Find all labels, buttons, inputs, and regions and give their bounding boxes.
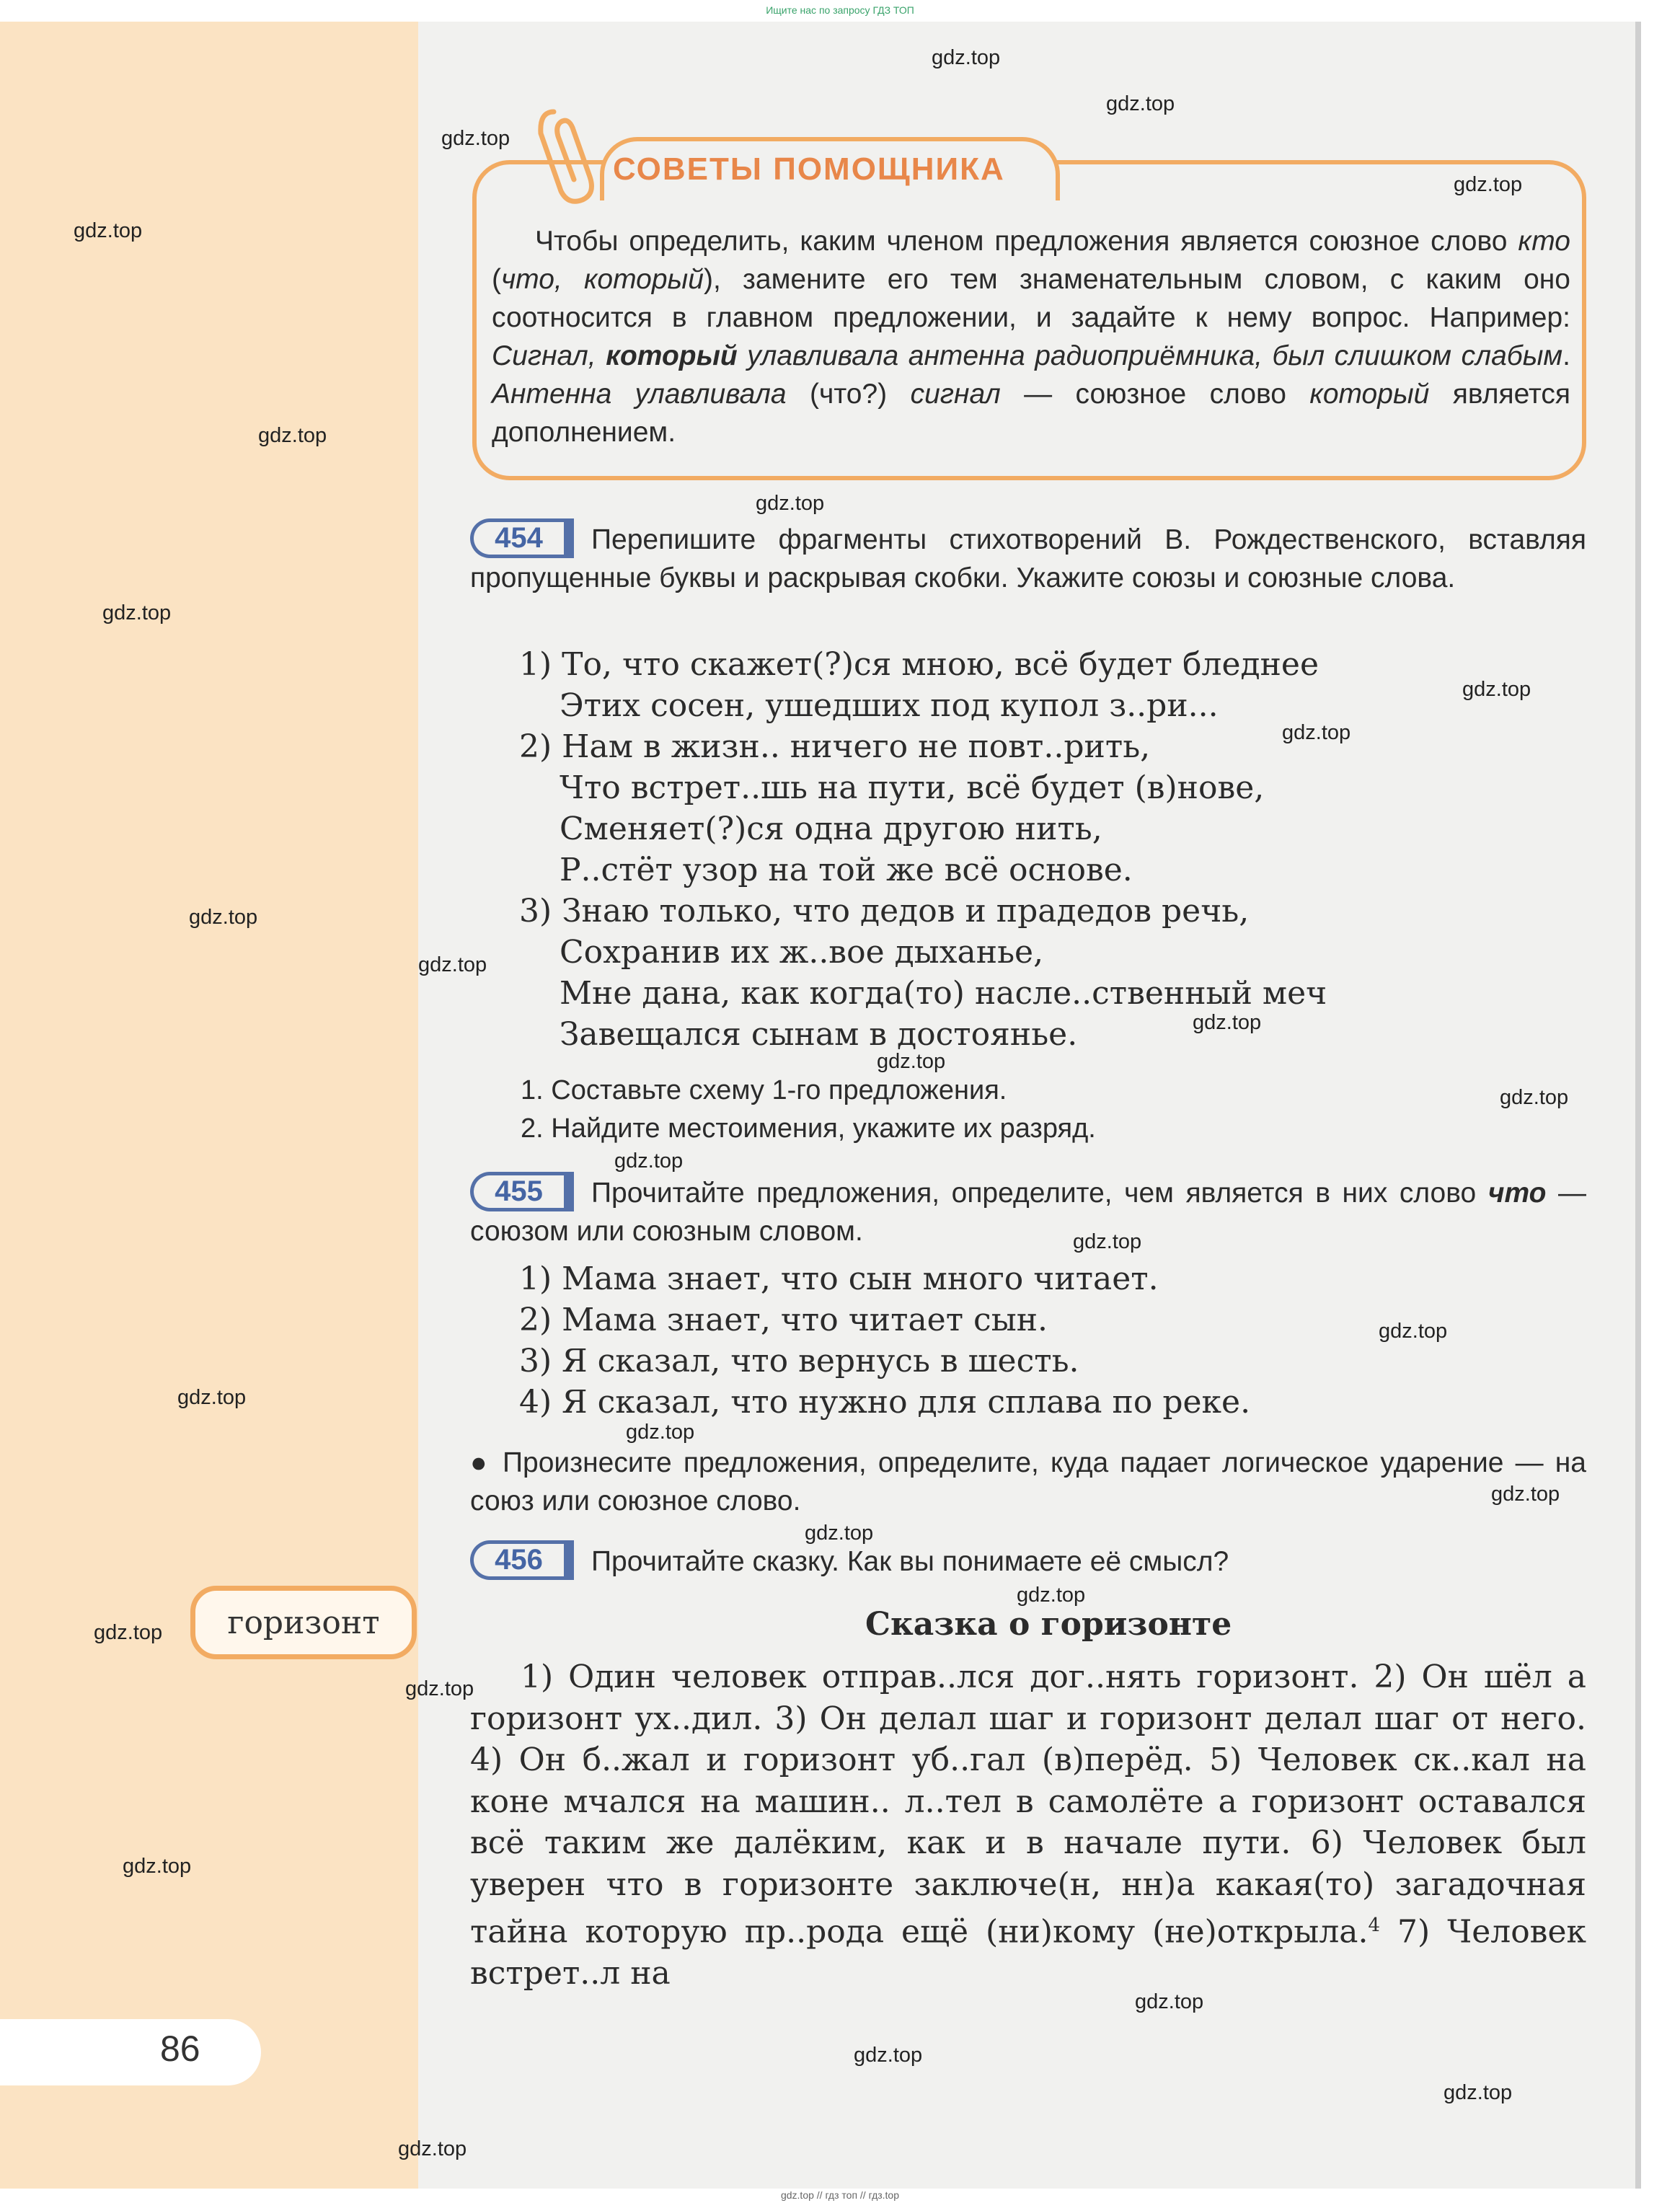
watermark: gdz.top [1491, 1483, 1560, 1506]
poem-line: Сменяет(?)ся одна другою нить, [519, 811, 1102, 847]
watermark: gdz.top [1106, 92, 1175, 115]
watermark: gdz.top [1379, 1320, 1448, 1343]
watermark: gdz.top [1135, 1990, 1204, 2013]
watermark: gdz.top [102, 601, 172, 624]
exercise-454-text: Перепишите фрагменты стихотворений В. Рождественского, вставляя пропущенные буквы и раскрывая скобки. Укажите союзы и союзные слова. [470, 524, 1586, 593]
watermark: gdz.top [405, 1677, 474, 1700]
margin-word: горизонт [190, 1586, 417, 1659]
exercise-number-456: 456 [470, 1540, 574, 1580]
watermark: gdz.top [94, 1621, 163, 1644]
watermark: gdz.top [1454, 173, 1523, 196]
poem-line: Р..стёт узор на той же всё основе. [519, 852, 1133, 888]
exercise-number-455: 455 [470, 1172, 574, 1211]
watermark: gdz.top [1017, 1584, 1086, 1607]
poem-line: Этих сосен, ушедших под купол з..ри... [519, 687, 1219, 724]
watermark: gdz.top [123, 1855, 192, 1878]
watermark: gdz.top [258, 424, 327, 447]
watermark: gdz.top [877, 1050, 946, 1073]
watermark: gdz.top [1073, 1230, 1142, 1253]
poem-line: Сохранив их ж..вое дыханье, [519, 934, 1044, 971]
watermark: gdz.top [398, 2137, 467, 2160]
top-link[interactable]: Ищите нас по запросу ГДЗ ТОП [766, 4, 914, 16]
exercise-456-text: Прочитайте сказку. Как вы понимаете её смысл? [591, 1546, 1229, 1577]
sentence: 4) Я сказал, что нужно для сплава по реке. [519, 1384, 1251, 1421]
page-number: 86 [160, 2028, 200, 2069]
watermark: gdz.top [626, 1421, 695, 1444]
tips-title: СОВЕТЫ ПОМОЩНИКА [613, 151, 1005, 187]
poem-line: 3) Знаю только, что дедов и прадедов речь, [519, 893, 1250, 930]
watermark: gdz.top [614, 1149, 684, 1173]
watermark: gdz.top [805, 1522, 874, 1545]
story-title: Сказка о горизонте [865, 1606, 1232, 1643]
bullet-task: ● Произнесите предложения, определите, куда падает логическое ударение — на союз или союзное слово. [470, 1447, 1586, 1517]
watermark: gdz.top [854, 2044, 923, 2067]
page-number-box [0, 2019, 261, 2085]
watermark: gdz.top [177, 1386, 247, 1409]
sentence: 2) Мама знает, что читает сын. [519, 1302, 1048, 1338]
sentence: 3) Я сказал, что вернусь в шесть. [519, 1343, 1079, 1379]
watermark: gdz.top [441, 127, 510, 150]
bullet-icon: ● [470, 1447, 503, 1478]
poem-line: 1) То, что скажет(?)ся мною, всё будет бледнее [519, 646, 1319, 683]
watermark: gdz.top [1462, 678, 1531, 701]
paperclip-icon [532, 105, 611, 206]
bottom-link[interactable]: gdz.top // гдз топ // гдз.top [780, 2189, 900, 2201]
watermark: gdz.top [418, 953, 487, 976]
watermark: gdz.top [1444, 2081, 1513, 2104]
exercise-455-text: Прочитайте предложения, определите, чем является в них слово что — союзом или союзным словом. [470, 1178, 1586, 1247]
watermark: gdz.top [189, 906, 258, 929]
poem-line: Завещался сынам в достоянье. [519, 1016, 1078, 1053]
watermark: gdz.top [74, 219, 143, 242]
watermark: gdz.top [1193, 1011, 1262, 1034]
tips-text: Чтобы определить, каким членом предложения является союзное слово кто (что, который), замените его тем знаменательным словом, с каким оно соотносится в главном предложении, и задайте к нему вопрос. Например: Сигнал, который улавливала антенна радиоприёмника, был слишком слабым. Антенна улавливала (что?) сигнал — союзное слово который является дополнением. [492, 226, 1571, 448]
poem-line: 2) Нам в жизн.. ничего не повт..рить, [519, 728, 1151, 765]
watermark: gdz.top [1500, 1086, 1569, 1109]
task-item: 2. Найдите местоимения, укажите их разряд. [521, 1113, 1096, 1144]
sentence: 1) Мама знает, что сын много читает. [519, 1261, 1159, 1297]
page-edge [1635, 22, 1641, 2189]
exercise-number-454: 454 [470, 518, 574, 558]
left-margin [0, 22, 418, 2189]
story-text: 1) Один человек отправ..лся дог..нять горизонт. 2) Он шёл а горизонт ух..дил. 3) Он делал шаг и горизонт делал шаг от него. 4) Он б..жал и горизонт уб..гал (в)перёд. 5) Человек ск..кал на коне мчался на машин.. л..тел в самолёте а горизонт оставался всё таким же далёким, как и в начале пути. 6) Человек был уверен что в горизонте заключе(н, нн)а какая(то) загадочная тайна которую пр..рода ещё (ни)кому (не)открыла.$^4$ 7) Человек встрет..л на [470, 1659, 1586, 1992]
poem-line: Мне дана, как когда(то) насле..ственный меч [519, 975, 1327, 1012]
watermark: gdz.top [1282, 721, 1351, 744]
task-item: 1. Составьте схему 1-го предложения. [521, 1075, 1007, 1105]
watermark: gdz.top [932, 46, 1001, 69]
watermark: gdz.top [756, 492, 825, 515]
poem-line: Что встрет..шь на пути, всё будет (в)нове, [519, 769, 1265, 806]
